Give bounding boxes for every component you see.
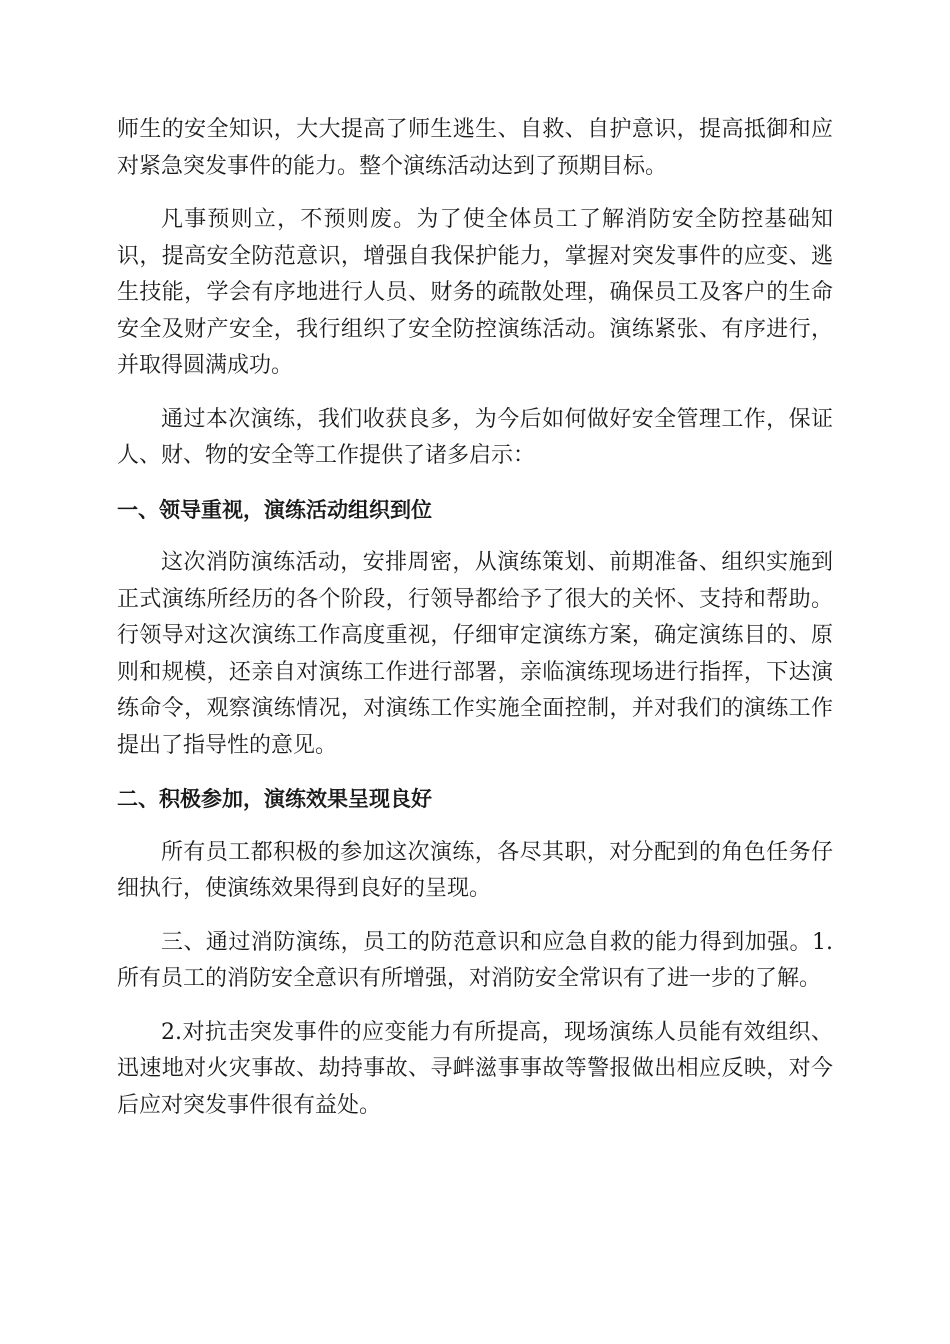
- paragraph-response: 2.对抗击突发事件的应变能力有所提高，现场演练人员能有效组织、迅速地对火灾事故、劫持事故、寻衅滋事事故等警报做出相应反映，对今后应对突发事件很有益处。: [117, 1019, 833, 1118]
- paragraph-continuation: 师生的安全知识，大大提高了师生逃生、自救、自护意识，提高抵御和应对紧急突发事件的能力。整个演练活动达到了预期目标。: [117, 117, 833, 179]
- document-body: [117, 112, 833, 1141]
- paragraph-leadership: 这次消防演练活动，安排周密，从演练策划、前期准备、组织实施到正式演练所经历的各个阶段，行领导都给予了很大的关怀、支持和帮助。行领导对这次演练工作高度重视，仔细审定演练方案，确定演练目的、原则和规模，还亲自对演练工作进行部署，亲临演练现场进行指挥，下达演练命令，观察演练情况，对演练工作实施全面控制，并对我们的演练工作提出了指导性的意见。: [117, 550, 833, 758]
- paragraph-preparation: 凡事预则立，不预则废。为了使全体员工了解消防安全防控基础知识，提高安全防范意识，增强自我保护能力，掌握对突发事件的应变、逃生技能，学会有序地进行人员、财务的疏散处理，确保员工及客户的生命安全及财产安全，我行组织了安全防控演练活动。演练紧张、有序进行，并取得圆满成功。: [117, 207, 833, 378]
- paragraph-participation: 所有员工都积极的参加这次演练，各尽其职，对分配到的角色任务仔细执行，使演练效果得到良好的呈现。: [117, 839, 833, 901]
- section-heading-1: 一、领导重视，演练活动组织到位: [117, 497, 432, 522]
- section-heading-2: 二、积极参加，演练效果呈现良好: [117, 787, 432, 811]
- paragraph-insights-intro: 通过本次演练，我们收获良多，为今后如何做好安全管理工作，保证人、财、物的安全等工作提供了诸多启示：: [117, 406, 833, 468]
- paragraph-awareness: 三、通过消防演练，员工的防范意识和应急自救的能力得到加强。1.所有员工的消防安全意识有所增强，对消防安全常识有了进一步的了解。: [117, 929, 833, 991]
